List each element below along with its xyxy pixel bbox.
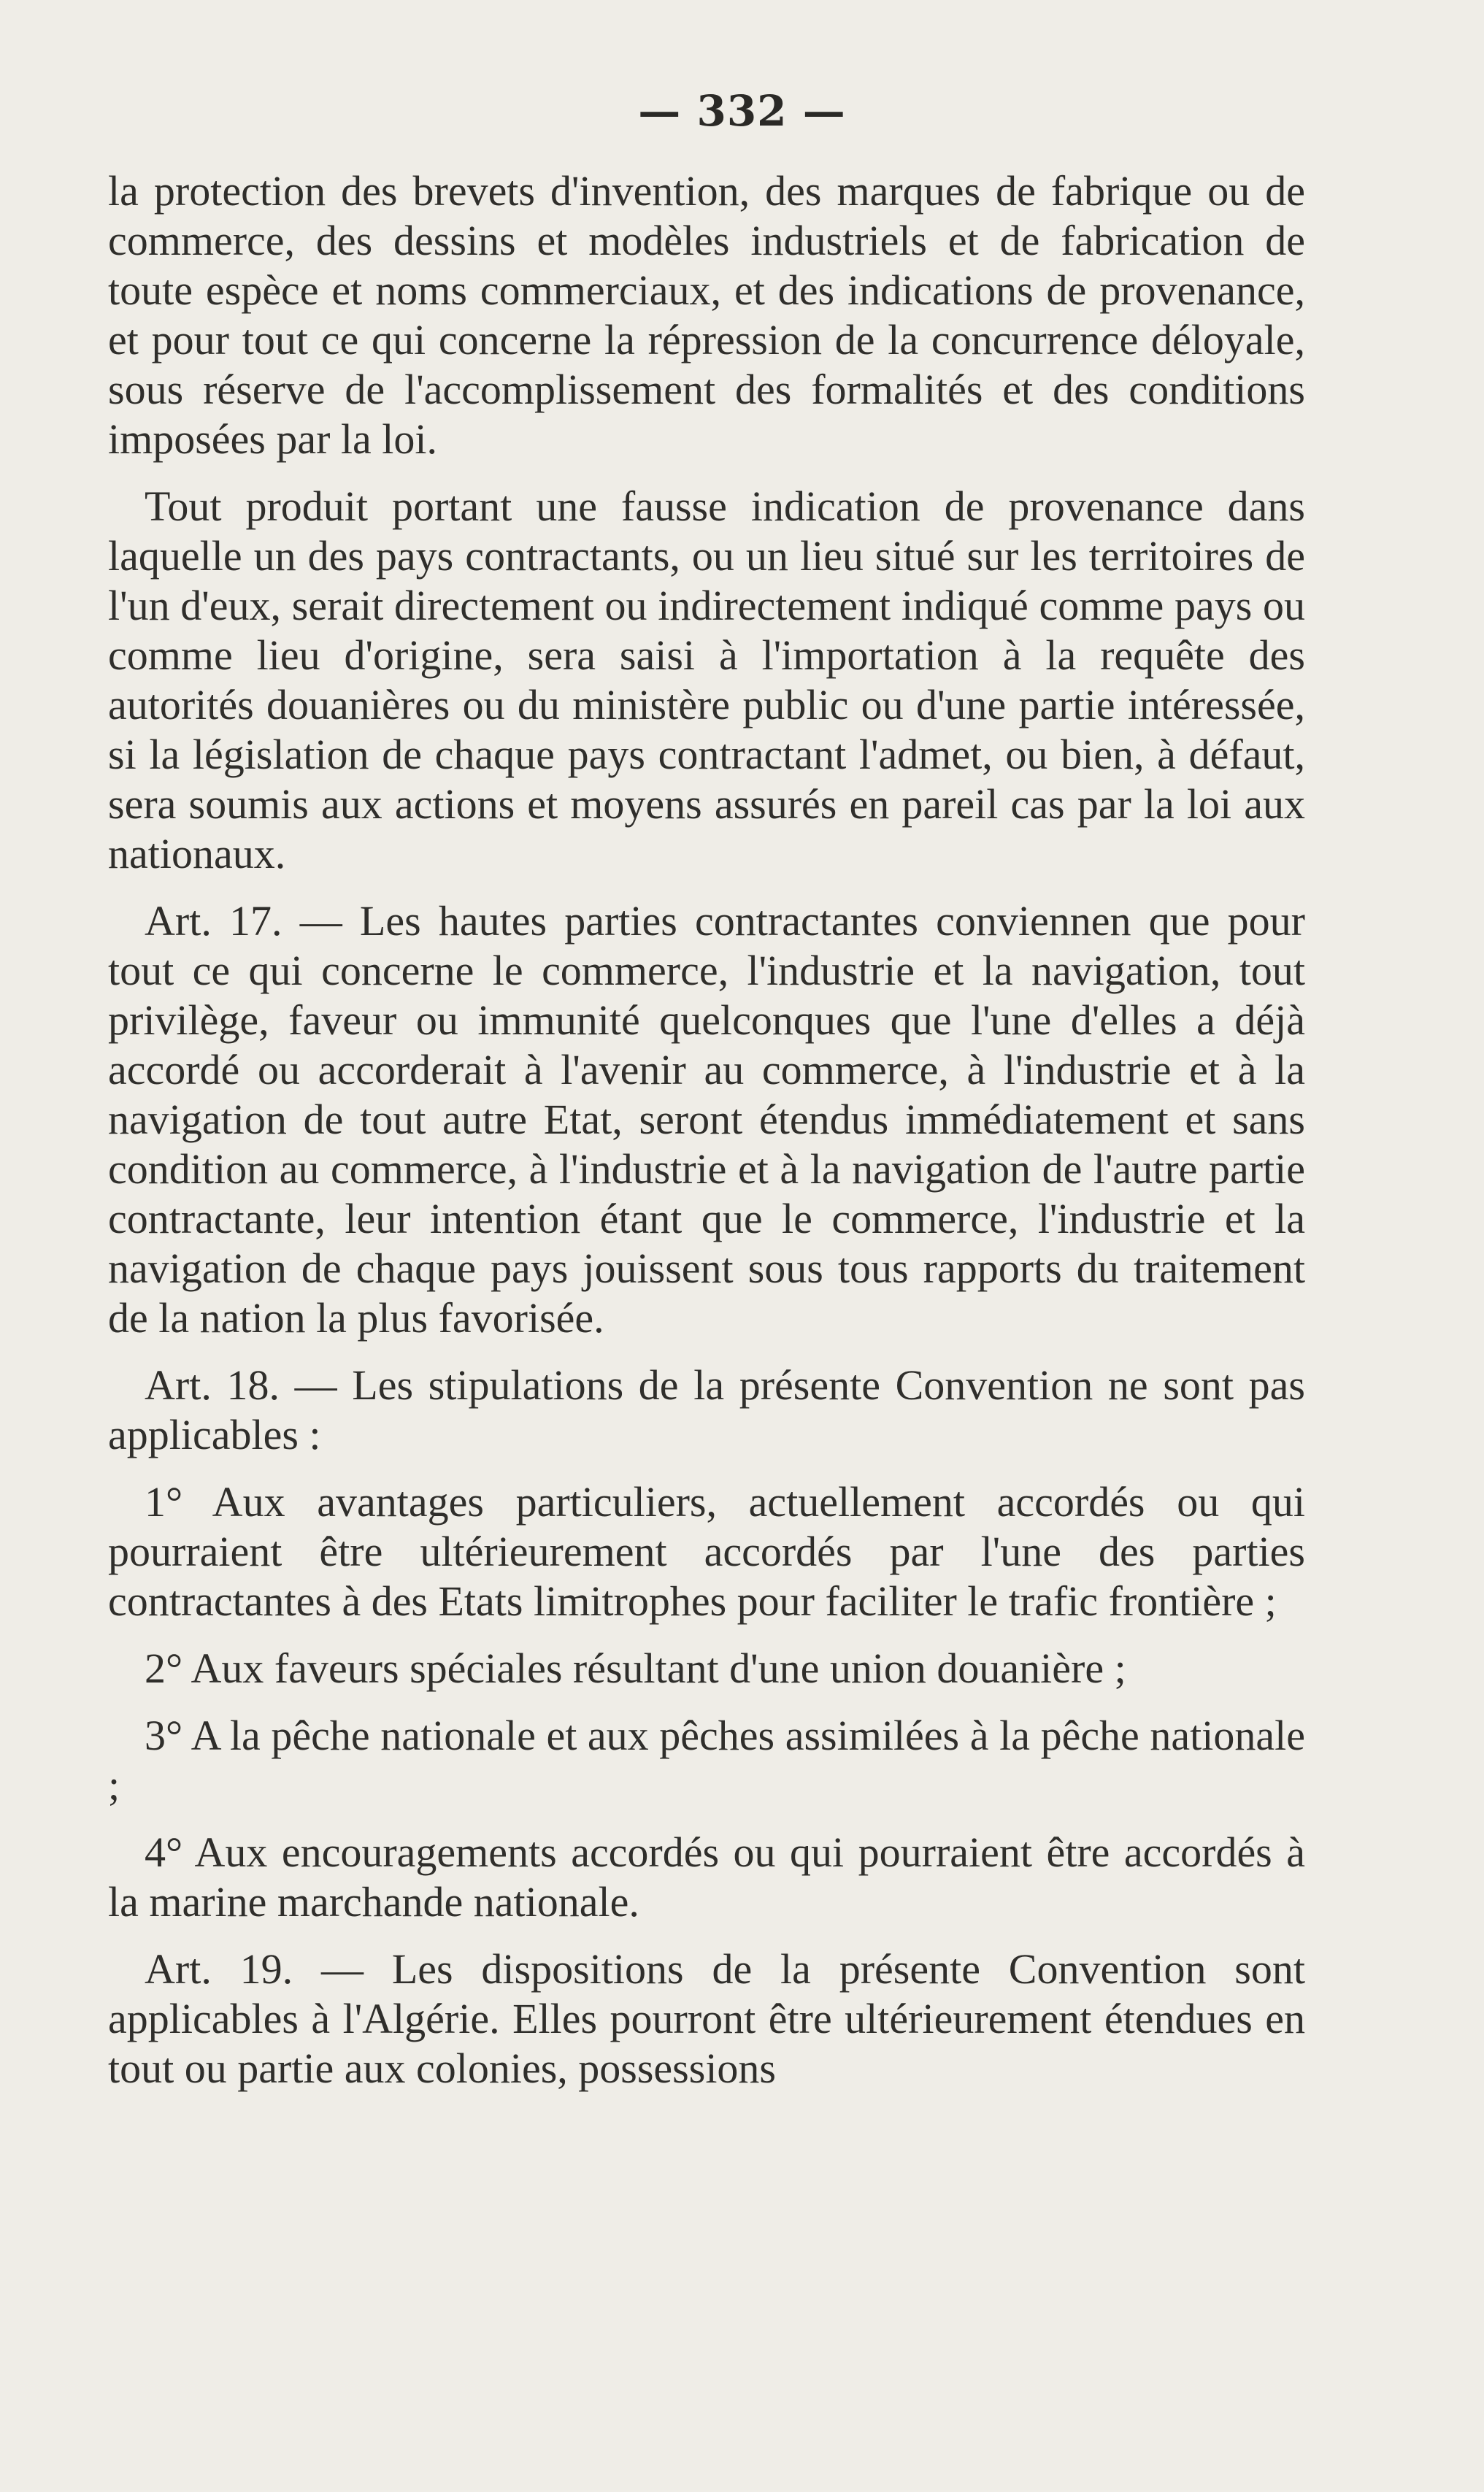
paragraph-art-18-item-2: 2° Aux faveurs spéciales résultant d'une union douanière ; (145, 1645, 1126, 1692)
paragraph-art-18-item-3: 3° A la pêche nationale et aux pêches assimilées à la pêche nationale ; (108, 1712, 1305, 1809)
paragraph-art-19: Art. 19. — Les dispositions de la présente Convention sont applicables à l'Algérie. Elles pourront être ultérieurement étendues en tout ou partie aux colonies, possessions (108, 1945, 1305, 2092)
paragraph-art-18: Art. 18. — Les stipulations de la présente Convention ne sont pas applicables : (108, 1361, 1305, 1458)
body-text (108, 166, 1305, 2111)
paragraph-art-17: Art. 17. — Les hautes parties contractantes conviennen que pour tout ce qui concerne le commerce, l'industrie et la navigation, tout privilège, faveur ou immunité quelconques que l'une d'elles a déjà accordé ou accorderait à l'avenir au commerce, à l'industrie et à la navigation de tout autre Etat, seront étendus immédiatement et sans condition au commerce, à l'industrie et à la navigation de l'autre partie contractante, leur intention étant que le commerce, l'industrie et la navigation de chaque pays jouissent sous tous rapports du traitement de la nation la plus favorisée. (108, 897, 1305, 1342)
page-number: — 332 — (638, 86, 846, 136)
paragraph-art-18-item-4: 4° Aux encouragements accordés ou qui pourraient être accordés à la marine marchande nationale. (108, 1828, 1305, 1926)
paragraph-continuation: la protection des brevets d'invention, des marques de fabrique ou de commerce, des dessins et modèles industriels et de fabrication de toute espèce et noms commerciaux, et des indications de provenance, et pour tout ce qui concerne la répression de la concurrence déloyale, sous réserve de l'accomplissement des formalités et des conditions imposées par la loi. (108, 167, 1305, 463)
paragraph-art-18-item-1: 1° Aux avantages particuliers, actuellement accordés ou qui pourraient être ultérieurement accordés par l'une des parties contractantes à des Etats limitrophes pour faciliter le trafic frontière ; (108, 1478, 1305, 1625)
paragraph-false-origin: Tout produit portant une fausse indication de provenance dans laquelle un des pays contractants, ou un lieu situé sur les territoires de l'un d'eux, serait directement ou indirectement indiqué comme pays ou comme lieu d'origine, sera saisi à l'importation à la requête des autorités douanières ou du ministère public ou d'une partie intéressée, si la législation de chaque pays contractant l'admet, ou bien, à défaut, sera soumis aux actions et moyens assurés en pareil cas par la loi aux nationaux. (108, 482, 1305, 877)
